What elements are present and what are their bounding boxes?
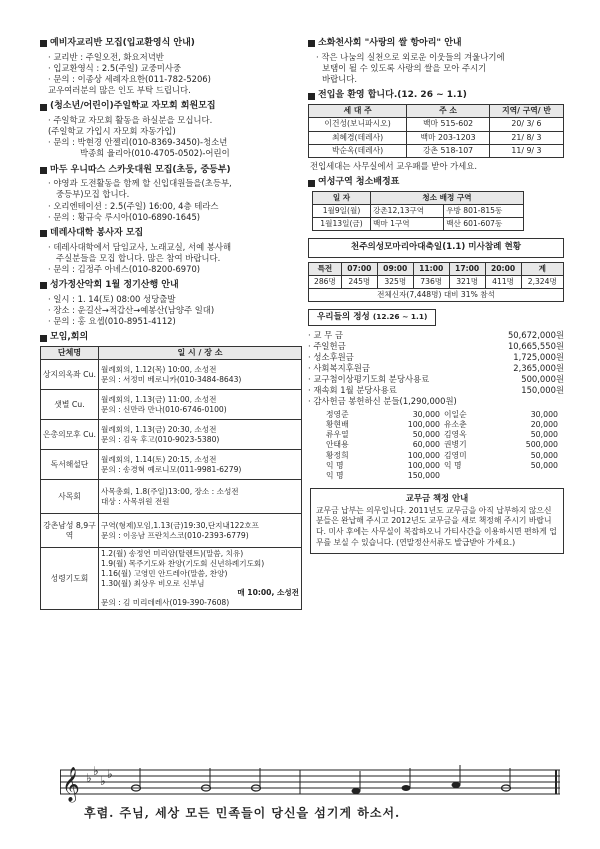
- meeting-time: 월례회의, 1.13(금) 20:30, 소성전: [101, 425, 217, 435]
- prayer-schedule-line: 1.16(월) 고영민 안드레아(말씀, 찬양): [101, 568, 228, 578]
- info-line: · 입교환영식 : 2.5(주일) 교중미사중: [48, 62, 182, 73]
- table-cell: 백마 203-1203: [407, 131, 490, 144]
- donor-amount: 50,000: [412, 430, 440, 440]
- table-row: [313, 218, 524, 231]
- svg-text:♭: ♭: [86, 771, 92, 785]
- table-cell: 2,324명: [521, 275, 563, 288]
- cleaning-schedule-section: [308, 177, 564, 231]
- section-title: 천주의성모마리아대축일(1.1) 미사참례 현황: [308, 238, 564, 257]
- info-line: · 일시 : 1. 14(토) 08:00 성당출발: [48, 293, 176, 304]
- meeting-time: 월례회의, 1.12(목) 10:00, 소성전: [101, 365, 217, 375]
- info-line: 바랍니다.: [322, 74, 358, 85]
- donor-name: 김영옥: [444, 430, 467, 440]
- notice-title: 교무금 책정 안내: [405, 492, 469, 503]
- section-title: 성가정산악회 1월 정기산행 안내: [50, 279, 179, 290]
- table-cell: 21/ 8/ 3: [489, 131, 563, 144]
- mass-attendance-table: [308, 262, 564, 302]
- section-title: (청소년/어린이)주일학교 자모회 회원모집: [50, 101, 216, 112]
- table-header-row: [41, 346, 302, 360]
- info-line: (주일학교 가입시 자모회 자동가입): [48, 126, 176, 137]
- bullet-square-icon: [40, 230, 47, 237]
- group-name: 강촌남성 8,9구역: [41, 514, 99, 548]
- info-line: 박종희 율리아(010-4705-0502)-어린이: [80, 148, 230, 159]
- cleaning-table: [312, 191, 524, 231]
- offering-row: · 교 무 금 50,672,000원: [308, 329, 564, 340]
- svg-text:♭: ♭: [93, 764, 99, 778]
- column-header: 계: [521, 262, 563, 275]
- donor-name: 류우열: [326, 430, 349, 440]
- table-cell: 1월9일(월): [313, 205, 371, 218]
- meeting-contact: 문의 : 김욱 후고(010-9023-5380): [101, 434, 220, 444]
- column-header: 특전: [309, 262, 342, 275]
- music-staff-icon: [60, 762, 560, 804]
- left-column: [40, 38, 302, 615]
- column-header: 일 자: [313, 192, 371, 205]
- section-title: 여성구역 청소배정표: [318, 177, 400, 188]
- column-header: 17:00: [449, 262, 485, 275]
- table-cell: 411명: [485, 275, 521, 288]
- prayer-schedule-line: 1.9(월) 목주기도와 찬양(기도회 신년하례기도회): [101, 559, 265, 569]
- meeting-time: 월례회의, 1.13(금) 11:00, 소성전: [101, 395, 217, 405]
- table-cell: 325명: [377, 275, 413, 288]
- table-row: [313, 205, 524, 218]
- offering-row: · 사회복지후원금 2,365,000원: [308, 363, 564, 374]
- info-line: · 교리반 : 주일오전, 화요저녁반: [48, 51, 164, 62]
- donor-list: [308, 410, 564, 482]
- table-cell: 백산 601-607동: [444, 218, 524, 231]
- table-row: [309, 275, 564, 288]
- meetings-section: [40, 332, 302, 610]
- table-cell: 최혜경(데레사): [309, 131, 407, 144]
- donor-amount: 50,000: [530, 450, 558, 460]
- bullet-square-icon: [308, 40, 315, 47]
- column-header: 주 소: [407, 105, 490, 118]
- table-cell: 이건성(보니파시오): [309, 118, 407, 131]
- bullet-square-icon: [40, 335, 47, 342]
- group-name: 사목회: [41, 480, 99, 514]
- bullet-square-icon: [40, 40, 47, 47]
- table-row: [309, 118, 564, 131]
- table-cell: 백마 515-602: [407, 118, 490, 131]
- svg-text:𝄞: 𝄞: [62, 767, 80, 802]
- notice-body: 교무금 납부는 의무입니다. 2011년도 교무금을 아직 납부하지 않으신 분들은 완납해 주시고 2012년도 교무금을 새로 책정해 주시기 바랍니다. 미사 후에는 사무실이 복잡하오니 가티사간을 이용하시면 편하게 업무를 보실 수 있습니다. (연말정산서류도 발급받아 가세요.): [316, 505, 557, 547]
- column-header: 일 시 / 장 소: [99, 346, 302, 360]
- table-row: [41, 420, 302, 450]
- thanks-offering-heading: · 감사헌금 봉헌하신 분들(1,290,000원): [308, 396, 457, 407]
- right-column: [308, 38, 564, 554]
- info-line: 보탬이 될 수 있도록 사랑의 쌀을 모아 주시기: [322, 62, 487, 73]
- donor-name: 권병기: [444, 440, 467, 450]
- offering-row: · 성소후원금 1,725,000원: [308, 352, 564, 363]
- section-title: 예비자교리반 모집(입교환영식 안내): [50, 38, 195, 48]
- meeting-time: 사목총회, 1.8(주일)13:00, 장소 : 소성전: [101, 487, 239, 497]
- column-header: 청소 배정 구역: [371, 192, 524, 205]
- donor-amount: 500,000: [525, 440, 558, 450]
- info-line: · 문의 : 황규숙 루시아(010-6890-1645): [48, 211, 201, 222]
- section-title: 전입을 환영 합니다.(12. 26 ~ 1.1): [318, 90, 467, 101]
- table-cell: 강촌12,13구역: [371, 205, 444, 218]
- new-members-table: [308, 104, 564, 158]
- table-cell: 20/ 3/ 6: [489, 118, 563, 131]
- donor-name: 익 명: [326, 460, 344, 470]
- scout-section: [40, 165, 302, 223]
- donor-name: 황현배: [326, 419, 349, 429]
- meeting-time: 구역(형제)모임,1.13(금)19:30,단지내122호프: [101, 521, 259, 531]
- donor-amount: 60,000: [412, 440, 440, 450]
- bullet-square-icon: [40, 104, 47, 111]
- meeting-contact: 문의 : 신만라 만나(010-6746-0100): [101, 404, 227, 414]
- info-line: · 야영과 도전활동을 함께 할 신입대원들을(초등부,: [48, 178, 232, 189]
- section-title: 소화천사회 "사랑의 쌀 항아리" 안내: [318, 38, 462, 48]
- info-line: · 작은 나눔의 실천으로 외로운 이웃들의 겨울나기에: [316, 51, 505, 62]
- mass-attendance-section: [308, 238, 564, 301]
- meeting-contact: 문의 : 이응남 프란치스코(010-2393-6779): [101, 530, 249, 540]
- info-line: · 문의 : 박현경 안젤리(010-8369-3450)-청소년: [48, 137, 228, 148]
- info-line: 전입세대는 사무실에서 교우패를 받아 가세요.: [310, 161, 478, 172]
- hiking-club-section: [40, 280, 302, 327]
- donor-name: 안태용: [326, 440, 349, 450]
- table-cell: 백마 1구역: [371, 218, 444, 231]
- table-row: [309, 131, 564, 144]
- column-header: 11:00: [413, 262, 449, 275]
- hymn-refrain: [60, 762, 560, 830]
- info-line: 교우여러분의 많은 인도 부탁 드립니다.: [48, 85, 191, 96]
- group-name: 은총의모후 Cu.: [41, 420, 99, 450]
- donor-amount: 30,000: [412, 409, 440, 419]
- info-line: · 장소 : 운길산→적갑산→예봉산(남양주 일대): [48, 304, 215, 315]
- offering-row: · 교구첨이상평기도회 분당사용료 500,000원: [308, 374, 564, 385]
- table-row: [41, 390, 302, 420]
- meeting-contact: 문의 : 서정미 베로니카(010-3484-8643): [101, 374, 242, 384]
- hymn-refrain-text: 후렴. 주님, 세상 모든 민족들이 당신을 섬기게 하소서.: [84, 806, 401, 820]
- info-line: · 오리엔테이션 : 2.5(주일) 16:00, 4층 테라스: [48, 200, 219, 211]
- donor-amount: 30,000: [530, 409, 558, 419]
- table-cell: 박순옥(데레사): [309, 144, 407, 157]
- offering-row: · 주일헌금 10,665,550원: [308, 341, 564, 351]
- donor-amount: 100,000: [407, 450, 440, 460]
- table-cell: 강촌 518-107: [407, 144, 490, 157]
- parents-association-section: [40, 101, 302, 159]
- donor-amount: 50,000: [530, 460, 558, 470]
- teresa-college-section: [40, 228, 302, 275]
- donor-name: 김영미: [444, 450, 467, 460]
- bullet-square-icon: [40, 167, 47, 174]
- info-line: · 문의 : 이종상 세례자요한(011-782-5206): [48, 74, 211, 85]
- section-title: 우리들의 정성: [317, 311, 370, 322]
- meetings-table: [40, 346, 302, 610]
- table-row: [41, 360, 302, 390]
- table-cell: 286명: [309, 275, 342, 288]
- table-header-row: [309, 262, 564, 275]
- catechumen-section: [40, 38, 302, 96]
- column-header: 세 대 주: [309, 105, 407, 118]
- column-header: 지역/ 구역/ 반: [489, 105, 563, 118]
- column-header: 단체명: [41, 346, 99, 360]
- rice-jar-section: [308, 38, 564, 85]
- table-row: [41, 548, 302, 609]
- table-header-row: [309, 105, 564, 118]
- info-line: · 데레사대학에서 담임교사, 노래교실, 서예 봉사해: [48, 241, 232, 252]
- offerings-section: [308, 309, 564, 482]
- info-line: · 주일학교 자모회 활동을 하실분을 모십니다.: [48, 115, 213, 126]
- bullet-square-icon: [40, 282, 47, 289]
- table-cell: 11/ 9/ 3: [489, 144, 563, 157]
- svg-text:♭: ♭: [107, 767, 113, 781]
- group-name: 독서해설단: [41, 450, 99, 480]
- table-row: [309, 144, 564, 157]
- prayer-schedule-line: 1.2(월) 송정연 미리암(탈렌트)(말씀, 치유): [101, 549, 244, 559]
- column-header: 07:00: [341, 262, 377, 275]
- prayer-schedule-line: 1.30(월) 최상우 비오로 신부님: [101, 578, 205, 588]
- table-header-row: [313, 192, 524, 205]
- section-title: 데레사대학 봉사자 모집: [50, 227, 144, 238]
- group-name: 상지의옥좌 Cu.: [41, 360, 99, 390]
- new-members-section: [308, 90, 564, 172]
- info-line: 중등부)모집 합니다.: [56, 189, 130, 200]
- table-row: [41, 480, 302, 514]
- group-name: 성령기도회: [41, 548, 99, 609]
- meeting-contact: 대상 : 사목위원 전원: [101, 496, 170, 506]
- donor-name: 정영준: [326, 409, 349, 419]
- donor-amount: 100,000: [407, 460, 440, 470]
- meeting-time: 월례회의, 1.14(토) 20:15, 소성전: [101, 455, 217, 465]
- info-line: 주실분들을 모집 합니다. 많은 참여 바랍니다.: [56, 252, 221, 263]
- donor-amount: 50,000: [530, 430, 558, 440]
- info-line: · 문의 : 김정주 아녜스(010-8200-6970): [48, 263, 201, 274]
- section-title: 마두 우니따스 스카웃대원 모집(초등, 중등부): [50, 164, 231, 175]
- table-cell: 245명: [341, 275, 377, 288]
- table-row: [309, 288, 564, 301]
- svg-text:♭: ♭: [100, 774, 106, 788]
- table-cell: 전체신자(7,448명) 대비 31% 참석: [309, 288, 564, 301]
- prayer-time: 매 10:00, 소성전: [237, 588, 299, 598]
- column-header: 09:00: [377, 262, 413, 275]
- section-title: 모임,회의: [50, 332, 89, 343]
- table-cell: 1월13일(금): [313, 218, 371, 231]
- column-header: 20:00: [485, 262, 521, 275]
- donor-name: 황정희: [326, 450, 349, 460]
- meeting-contact: 문의 : 송경혁 예로니모(011-9981-6279): [101, 464, 242, 474]
- group-name: 샛별 Cu.: [41, 390, 99, 420]
- table-cell: 321명: [449, 275, 485, 288]
- offerings-period: (12.26 ~ 1.1): [372, 311, 428, 321]
- table-cell: 우방 801-815동: [444, 205, 524, 218]
- table-row: [41, 450, 302, 480]
- meeting-contact: 문의 : 김 미리데레사(019-390-7608): [101, 598, 230, 608]
- bullet-square-icon: [308, 93, 315, 100]
- info-line: · 문의 : 홍 요셉(010-8951-4112): [48, 315, 176, 326]
- donor-amount: 150,000: [407, 471, 440, 481]
- donor-name: 유소춘: [444, 419, 467, 429]
- bullet-square-icon: [308, 180, 315, 187]
- donor-amount: 20,000: [530, 419, 558, 429]
- donor-name: 익 명: [444, 460, 462, 470]
- donor-name: 이일순: [444, 409, 467, 419]
- table-cell: 736명: [413, 275, 449, 288]
- tithe-notice-box: [310, 488, 564, 554]
- offering-row: · 재속회 1월 분당사용료 150,000원: [308, 385, 564, 396]
- donor-amount: 100,000: [407, 419, 440, 429]
- table-row: [41, 514, 302, 548]
- donor-name: 익 명: [326, 471, 344, 481]
